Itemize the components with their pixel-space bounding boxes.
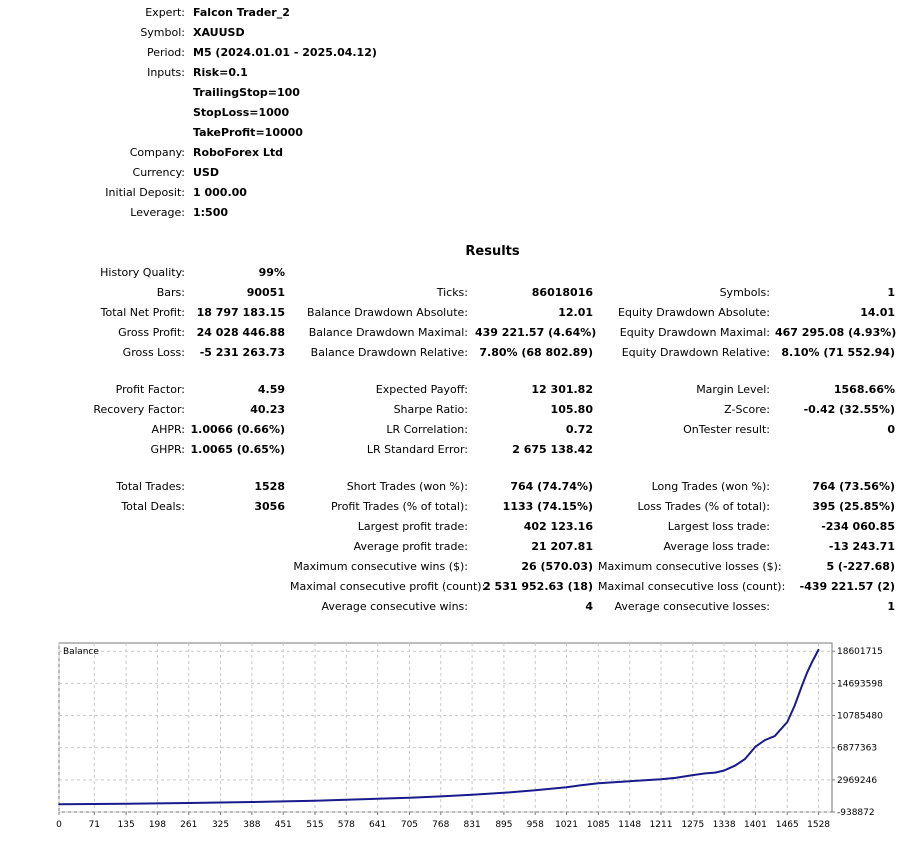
balance-point bbox=[794, 705, 796, 707]
results-label: Ticks: bbox=[436, 286, 468, 299]
y-tick-label: 18601715 bbox=[837, 647, 883, 658]
results-value: 2 531 952.63 (18) bbox=[483, 580, 593, 593]
setting-value: RoboForex Ltd bbox=[193, 146, 284, 159]
balance-point bbox=[806, 672, 808, 674]
results-label: Balance Drawdown Maximal: bbox=[308, 326, 468, 339]
results-value: 24 028 446.88 bbox=[196, 326, 285, 339]
results-value: 14.01 bbox=[860, 306, 895, 319]
results-value: 0 bbox=[887, 423, 895, 436]
x-tick-label: 1085 bbox=[586, 820, 610, 830]
results-label: Symbols: bbox=[719, 286, 770, 299]
results-value: -13 243.71 bbox=[828, 540, 895, 553]
balance-point bbox=[125, 803, 127, 805]
y-tick-label: 2969246 bbox=[837, 775, 878, 786]
setting-value: XAUUSD bbox=[193, 26, 245, 39]
balance-point bbox=[314, 800, 316, 802]
results-value: 12 301.82 bbox=[531, 383, 593, 396]
results-value: -234 060.85 bbox=[821, 520, 895, 533]
results-value: -5 231 263.73 bbox=[199, 346, 285, 359]
x-tick-label: 0 bbox=[56, 820, 62, 830]
results-value: 2 675 138.42 bbox=[512, 443, 593, 456]
results-label: Average consecutive wins: bbox=[321, 600, 468, 613]
results-value: 5 (-227.68) bbox=[826, 560, 895, 573]
results-label: Balance Drawdown Absolute: bbox=[306, 306, 468, 319]
results-label: OnTester result: bbox=[683, 423, 770, 436]
results-label: Largest loss trade: bbox=[667, 520, 770, 533]
results-value: 12.01 bbox=[558, 306, 593, 319]
balance-point bbox=[346, 799, 348, 801]
setting-label: Period: bbox=[146, 46, 185, 59]
balance-point bbox=[503, 792, 505, 794]
results-label: LR Correlation: bbox=[386, 423, 468, 436]
results-label: Margin Level: bbox=[696, 383, 770, 396]
results-label: Balance Drawdown Relative: bbox=[310, 346, 468, 359]
results-label: Equity Drawdown Absolute: bbox=[618, 306, 770, 319]
results-label: Profit Factor: bbox=[115, 383, 185, 396]
y-tick-label: 10785480 bbox=[837, 711, 883, 722]
balance-point bbox=[692, 774, 694, 776]
x-tick-label: 1275 bbox=[681, 820, 705, 830]
results-label: Profit Trades (% of total): bbox=[330, 500, 468, 513]
x-tick-label: 198 bbox=[148, 820, 167, 830]
x-tick-label: 135 bbox=[117, 820, 135, 830]
results-label: Long Trades (won %): bbox=[651, 480, 770, 493]
results-label: Average profit trade: bbox=[353, 540, 468, 553]
results-value: -439 221.57 (2) bbox=[799, 580, 895, 593]
results-title: Results bbox=[465, 244, 520, 259]
balance-point bbox=[744, 758, 746, 760]
x-tick-label: 1528 bbox=[807, 820, 831, 830]
results-value: 1 bbox=[887, 600, 895, 613]
balance-point bbox=[818, 649, 820, 651]
results-value: 26 (570.03) bbox=[521, 560, 593, 573]
results-value: 4 bbox=[585, 600, 593, 613]
y-tick-label: -938872 bbox=[837, 808, 875, 818]
results-label: Z-Score: bbox=[724, 403, 770, 416]
x-tick-label: 1148 bbox=[618, 820, 642, 830]
setting-label: Expert: bbox=[145, 6, 185, 19]
x-tick-label: 515 bbox=[306, 820, 324, 830]
setting-value: TakeProfit=10000 bbox=[193, 126, 303, 139]
plot-area bbox=[59, 643, 832, 812]
results-value: 1.0066 (0.66%) bbox=[190, 423, 285, 436]
x-tick-label: 831 bbox=[463, 820, 481, 830]
results-value: 395 (25.85%) bbox=[812, 500, 895, 513]
balance-point bbox=[801, 684, 803, 686]
balance-point bbox=[534, 789, 536, 791]
balance-point bbox=[471, 794, 473, 796]
results-label: Maximum consecutive wins ($): bbox=[293, 560, 468, 573]
x-tick-label: 958 bbox=[526, 820, 544, 830]
balance-point bbox=[764, 739, 766, 741]
results-label: Loss Trades (% of total): bbox=[637, 500, 770, 513]
balance-point bbox=[440, 796, 442, 798]
x-tick-label: 388 bbox=[243, 820, 261, 830]
x-tick-label: 578 bbox=[337, 820, 355, 830]
results-value: 99% bbox=[258, 266, 285, 279]
results-label: Short Trades (won %): bbox=[346, 480, 468, 493]
results-label: Total Net Profit: bbox=[100, 306, 185, 319]
balance-point bbox=[282, 801, 284, 803]
results-label: Average consecutive losses: bbox=[614, 600, 770, 613]
results-label: LR Standard Error: bbox=[366, 443, 468, 456]
y-tick-label: 6877363 bbox=[837, 743, 878, 754]
results-label: Maximum consecutive losses ($): bbox=[598, 560, 782, 573]
balance-point bbox=[786, 721, 788, 723]
results-label: Gross Profit: bbox=[118, 326, 185, 339]
results-value: 1.0065 (0.65%) bbox=[190, 443, 285, 456]
y-tick-label: 14693598 bbox=[837, 679, 883, 690]
results-label: Maximal consecutive profit (count): bbox=[290, 580, 486, 593]
results-label: Expected Payoff: bbox=[375, 383, 468, 396]
results-value: 764 (74.74%) bbox=[510, 480, 593, 493]
balance-point bbox=[714, 772, 716, 774]
setting-label: Initial Deposit: bbox=[105, 186, 185, 199]
balance-point bbox=[629, 780, 631, 782]
results-value: 8.10% (71 552.94) bbox=[781, 346, 895, 359]
x-tick-label: 71 bbox=[88, 820, 101, 830]
results-value: 40.23 bbox=[250, 403, 285, 416]
results-label: Sharpe Ratio: bbox=[393, 403, 468, 416]
results-value: 7.80% (68 802.89) bbox=[479, 346, 593, 359]
results-label: Equity Drawdown Maximal: bbox=[619, 326, 770, 339]
balance-point bbox=[675, 777, 677, 779]
results-value: 0.72 bbox=[565, 423, 593, 436]
x-tick-label: 1021 bbox=[555, 820, 578, 830]
balance-point bbox=[157, 803, 159, 805]
balance-point bbox=[811, 661, 813, 663]
balance-chart-svg bbox=[0, 640, 915, 862]
x-tick-label: 768 bbox=[432, 820, 450, 830]
x-tick-label: 895 bbox=[495, 820, 513, 830]
x-tick-label: 451 bbox=[274, 820, 292, 830]
results-value: 1133 (74.15%) bbox=[502, 500, 593, 513]
results-label: Largest profit trade: bbox=[357, 520, 468, 533]
results-value: 439 221.57 (4.64%) bbox=[475, 326, 597, 339]
balance-point bbox=[723, 770, 725, 772]
results-label: Recovery Factor: bbox=[93, 403, 185, 416]
balance-point bbox=[580, 785, 582, 787]
results-value: 18 797 183.15 bbox=[196, 306, 285, 319]
balance-point bbox=[774, 735, 776, 737]
setting-value: 1 000.00 bbox=[193, 186, 247, 199]
setting-value: USD bbox=[193, 166, 219, 179]
balance-point bbox=[566, 786, 568, 788]
results-value: 467 295.08 (4.93%) bbox=[775, 326, 897, 339]
results-label: Maximal consecutive loss (count): bbox=[598, 580, 786, 593]
balance-point bbox=[58, 803, 60, 805]
x-tick-label: 1338 bbox=[712, 820, 736, 830]
results-value: 3056 bbox=[254, 500, 285, 513]
results-label: AHPR: bbox=[151, 423, 185, 436]
x-tick-label: 261 bbox=[180, 820, 198, 830]
balance-point bbox=[734, 765, 736, 767]
results-value: 90051 bbox=[246, 286, 285, 299]
x-tick-label: 1211 bbox=[649, 820, 673, 830]
results-value: 105.80 bbox=[550, 403, 593, 416]
results-label: Bars: bbox=[156, 286, 185, 299]
setting-value: Falcon Trader_2 bbox=[193, 6, 290, 19]
results-value: 1 bbox=[887, 286, 895, 299]
setting-label: Inputs: bbox=[147, 66, 185, 79]
results-label: GHPR: bbox=[150, 443, 185, 456]
balance-point bbox=[93, 803, 95, 805]
results-value: 764 (73.56%) bbox=[812, 480, 895, 493]
setting-value: StopLoss=1000 bbox=[193, 106, 290, 119]
x-tick-label: 325 bbox=[211, 820, 230, 830]
results-label: Total Deals: bbox=[121, 500, 185, 513]
setting-value: Risk=0.1 bbox=[193, 66, 248, 79]
setting-value: TrailingStop=100 bbox=[193, 86, 300, 99]
results-value: -0.42 (32.55%) bbox=[803, 403, 895, 416]
balance-point bbox=[188, 802, 190, 804]
results-label: Equity Drawdown Relative: bbox=[621, 346, 770, 359]
results-label: Total Trades: bbox=[116, 480, 185, 493]
x-tick-label: 705 bbox=[400, 820, 419, 830]
setting-value: M5 (2024.01.01 - 2025.04.12) bbox=[193, 46, 377, 59]
results-value: 402 123.16 bbox=[523, 520, 593, 533]
results-value: 4.59 bbox=[257, 383, 285, 396]
results-value: 1568.66% bbox=[833, 383, 895, 396]
balance-point bbox=[704, 773, 706, 775]
results-label: History Quality: bbox=[100, 266, 185, 279]
results-value: 21 207.81 bbox=[531, 540, 593, 553]
balance-point bbox=[220, 802, 222, 804]
balance-point bbox=[598, 782, 600, 784]
balance-point bbox=[251, 801, 253, 803]
results-value: 1528 bbox=[254, 480, 285, 493]
setting-label: Currency: bbox=[132, 166, 185, 179]
x-tick-label: 1401 bbox=[743, 820, 767, 830]
balance-chart bbox=[0, 640, 915, 862]
setting-label: Company: bbox=[129, 146, 185, 159]
chart-title: Balance bbox=[63, 647, 99, 657]
balance-point bbox=[755, 746, 757, 748]
results-value: 86018016 bbox=[531, 286, 593, 299]
balance-point bbox=[660, 778, 662, 780]
setting-value: 1:500 bbox=[193, 206, 229, 219]
balance-point bbox=[409, 797, 411, 799]
results-label: Average loss trade: bbox=[663, 540, 770, 553]
x-tick-label: 641 bbox=[369, 820, 387, 830]
balance-point bbox=[377, 798, 379, 800]
setting-label: Leverage: bbox=[130, 206, 185, 219]
results-label: Gross Loss: bbox=[122, 346, 185, 359]
x-tick-label: 1465 bbox=[775, 820, 799, 830]
setting-label: Symbol: bbox=[140, 26, 185, 39]
